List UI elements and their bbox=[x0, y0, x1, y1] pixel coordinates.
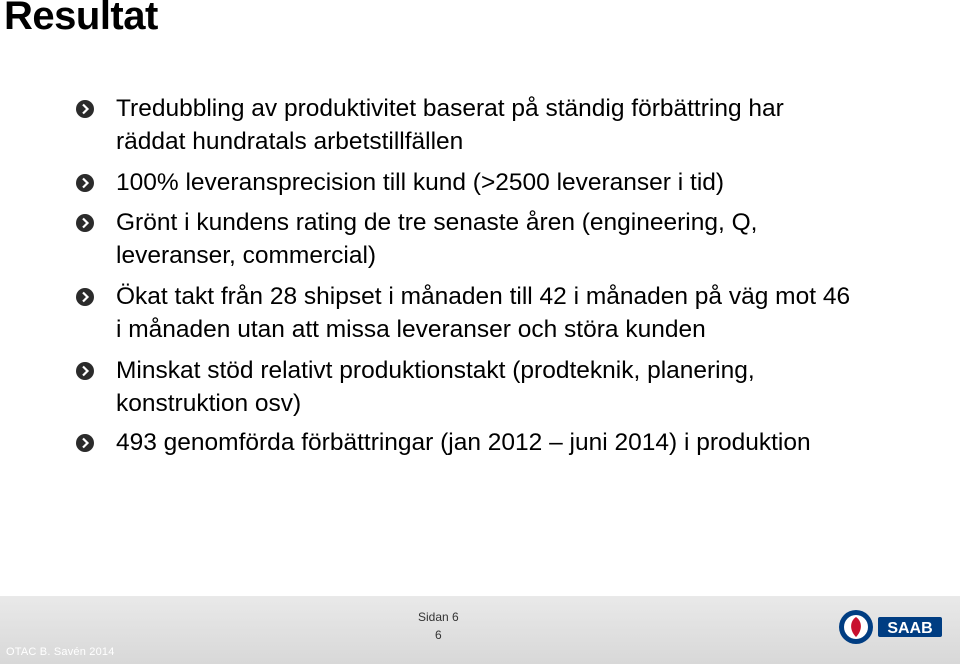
bullet-line: Tredubbling av produktivitet baserat på ständig förbättring har bbox=[116, 95, 784, 122]
chevron-right-icon bbox=[76, 288, 94, 306]
chevron-right-icon bbox=[76, 214, 94, 232]
bullet-line: konstruktion osv) bbox=[116, 390, 302, 417]
slide-title: Resultat bbox=[4, 0, 158, 38]
bullet-item bbox=[116, 354, 916, 420]
chevron-right-icon bbox=[76, 362, 94, 380]
footer-author: OTAC B. Savén 2014 bbox=[6, 646, 115, 658]
bullet-line: i månaden utan att missa leveranser och störa kunden bbox=[116, 316, 706, 343]
bullet-line: 100% leveransprecision till kund (>2500 leveranser i tid) bbox=[116, 169, 725, 196]
bullet-line: räddat hundratals arbetstillfällen bbox=[116, 128, 464, 155]
bullet-item bbox=[116, 206, 916, 272]
chevron-right-icon bbox=[76, 100, 94, 118]
bullet-item bbox=[116, 426, 916, 459]
page-number: 6 bbox=[435, 628, 442, 642]
bullet-line: Minskat stöd relativt produktionstakt (prodteknik, planering, bbox=[116, 357, 755, 384]
saab-logo bbox=[836, 608, 944, 646]
page-indicator bbox=[418, 608, 459, 644]
slide-footer bbox=[0, 596, 960, 664]
bullet-item bbox=[116, 166, 916, 199]
page-label: Sidan 6 bbox=[418, 610, 459, 624]
logo-text: SAAB bbox=[887, 620, 933, 637]
bullet-line: 493 genomförda förbättringar (jan 2012 – juni 2014) i produktion bbox=[116, 429, 811, 456]
chevron-right-icon bbox=[76, 434, 94, 452]
bullet-line: Grönt i kundens rating de tre senaste åren (engineering, Q, bbox=[116, 209, 758, 236]
bullet-line: Ökat takt från 28 shipset i månaden till 42 i månaden på väg mot 46 bbox=[116, 283, 851, 310]
bullet-item bbox=[116, 280, 916, 346]
bullet-line: leveranser, commercial) bbox=[116, 242, 377, 269]
chevron-right-icon bbox=[76, 174, 94, 192]
bullet-item bbox=[116, 92, 916, 158]
